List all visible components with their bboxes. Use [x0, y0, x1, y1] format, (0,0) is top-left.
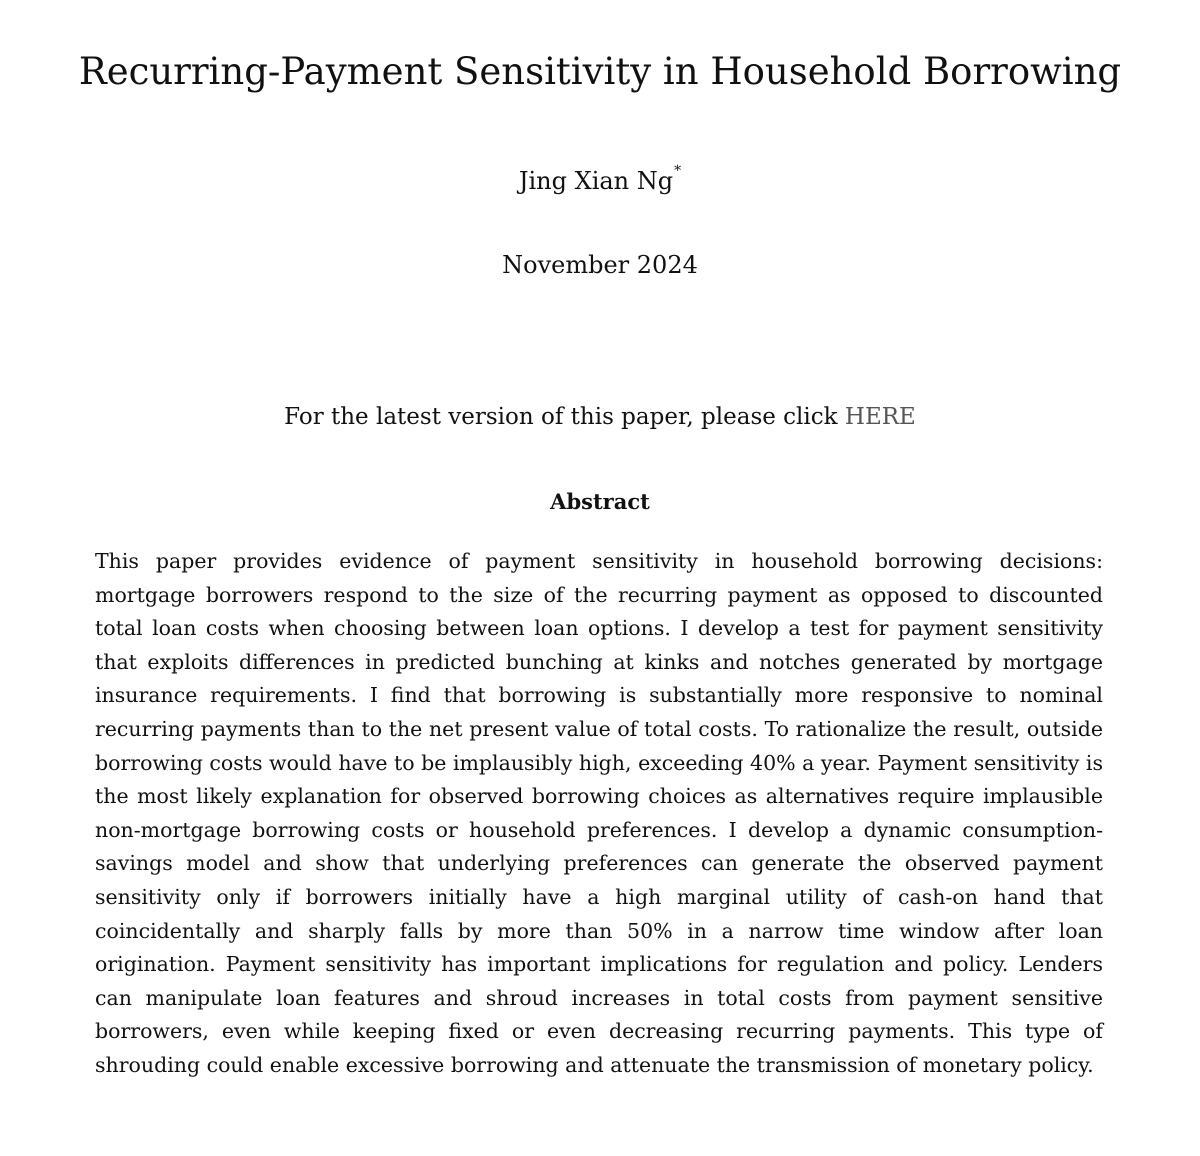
author-footnote-mark[interactable]: *	[674, 163, 682, 179]
paper-date: November 2024	[502, 251, 698, 279]
paper-title: Recurring-Payment Sensitivity in Household Borrowing	[78, 50, 1122, 93]
abstract-heading: Abstract	[550, 489, 650, 514]
latest-version-note	[0, 404, 1200, 430]
abstract-text: This paper provides evidence of payment sensitivity in household borrowing decisions: mortgage borrowers respond to the size of the recurring payment as opposed to discounted total loan costs when choosing between loan options. I develop a test for payment sensitivity that exploits differences in predicted bunching at kinks and notches generated by mortgage insurance requirements. I find that borrowing is substantially more responsive to nominal recurring payments than to the net present value of total costs. To rationalize the result, outside borrowing costs would have to be implausibly high, exceeding 40% a year. Payment sensitivity is the most likely explanation for observed borrowing choices as alternatives require implausible non-mortgage borrowing costs or household preferences. I develop a dynamic consumption-savings model and show that underlying preferences can generate the observed payment sensitivity only if borrowers initially have a high marginal utility of cash-on hand that coincidentally and sharply falls by more than 50% in a narrow time window after loan origination. Payment sensitivity has important implications for regulation and policy. Lenders can manipulate loan features and shroud increases in total costs from payment sensitive borrowers, even while keeping fixed or even decreasing recurring payments. This type of shrouding could enable excessive borrowing and attenuate the transmission of monetary policy.	[95, 549, 1103, 1077]
author-line	[0, 163, 1200, 195]
latest-version-text: For the latest version of this paper, please click	[284, 404, 845, 430]
latest-version-link[interactable]: HERE	[844, 404, 916, 430]
author-name: Jing Xian Ng	[518, 167, 674, 195]
